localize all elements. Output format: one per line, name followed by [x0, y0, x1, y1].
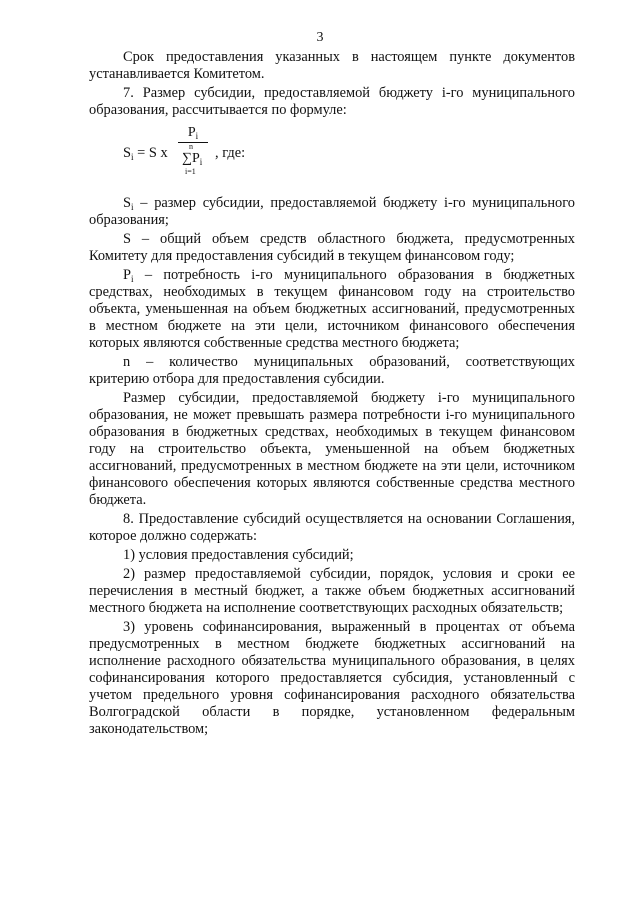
- page-number: 3: [316, 30, 324, 45]
- documents-deadline-paragraph: Срок предоставления указанных в настоящем пункте документов устанавливается Комитетом.: [89, 49, 575, 82]
- subsidy-formula: [89, 119, 575, 195]
- section-8-intro: 8. Предоставление субсидий осуществляется на основании Соглашения, которое должно содержать:: [89, 511, 575, 544]
- subsidy-limit-paragraph: Размер субсидии, предоставляемой бюджету i-го муниципального образования, не может превышать размера потребности i-го муниципального образования в бюджетных средствах, необходимых в текущем финансовом году на строительство объекта, уменьшенной на объем бюджетных ассигнований, предусмотренных в местном бюджете на эти цели, источником финансового обеспечения которых являются собственные средства местного бюджета.: [89, 390, 575, 508]
- formula-fraction: [178, 125, 208, 177]
- definition-pi: $P_i$ – потребность i-го муниципального образования в бюджетных средствах, необходимых в текущем финансовом году на строительство объекта, уменьшенная на объем бюджетных ассигнований, предусмотренных в местном бюджете на эти цели, источником финансового обеспечения которых являются собственные средства местного бюджета;: [89, 267, 575, 351]
- section-8-item-2: 2) размер предоставляемой субсидии, порядок, условия и сроки ее перечисления в местный бюджет, а также объем бюджетных ассигнований местного бюджета на исполнение соответствующих расходных обязательств;: [89, 566, 575, 616]
- definition-n: n – количество муниципальных образований, соответствующих критерию отбора для предоставления субсидии.: [89, 354, 575, 387]
- subsidy-size-clause: 7. Размер субсидии, предоставляемой бюджету i-го муниципального образования, рассчитывается по формуле:: [89, 85, 575, 118]
- formula-lhs: $S_i = S$ x: [123, 145, 168, 162]
- definition-s: S – общий объем средств областного бюджета, предусмотренных Комитету для предоставления субсидий в текущем финансовом году;: [89, 231, 575, 264]
- section-8-item-1: 1) условия предоставления субсидий;: [123, 547, 354, 563]
- definition-si: $S_i$ – размер субсидии, предоставляемой бюджету i-го муниципального образования;: [89, 195, 575, 228]
- formula-where: , где:: [215, 145, 246, 161]
- formula-denominator: [178, 143, 208, 177]
- sum-expression: $\sum P_i$: [182, 151, 203, 167]
- section-8-item-3: 3) уровень софинансирования, выраженный в процентах от объема предусмотренных в местном бюджете бюджетных ассигнований на исполнение расходного обязательства муниципального образования, в целях софинансирования которого предоставляется субсидия, установленный с учетом предельного уровня софинансирования расходного обязательства Волгоградской области в порядке, установленном федеральным законодательством;: [89, 619, 575, 737]
- sum-upper-limit: n: [189, 142, 193, 151]
- document-body: [89, 49, 575, 738]
- formula-numerator: $P_i$: [178, 125, 208, 143]
- sum-lower-limit: i=1: [185, 167, 196, 176]
